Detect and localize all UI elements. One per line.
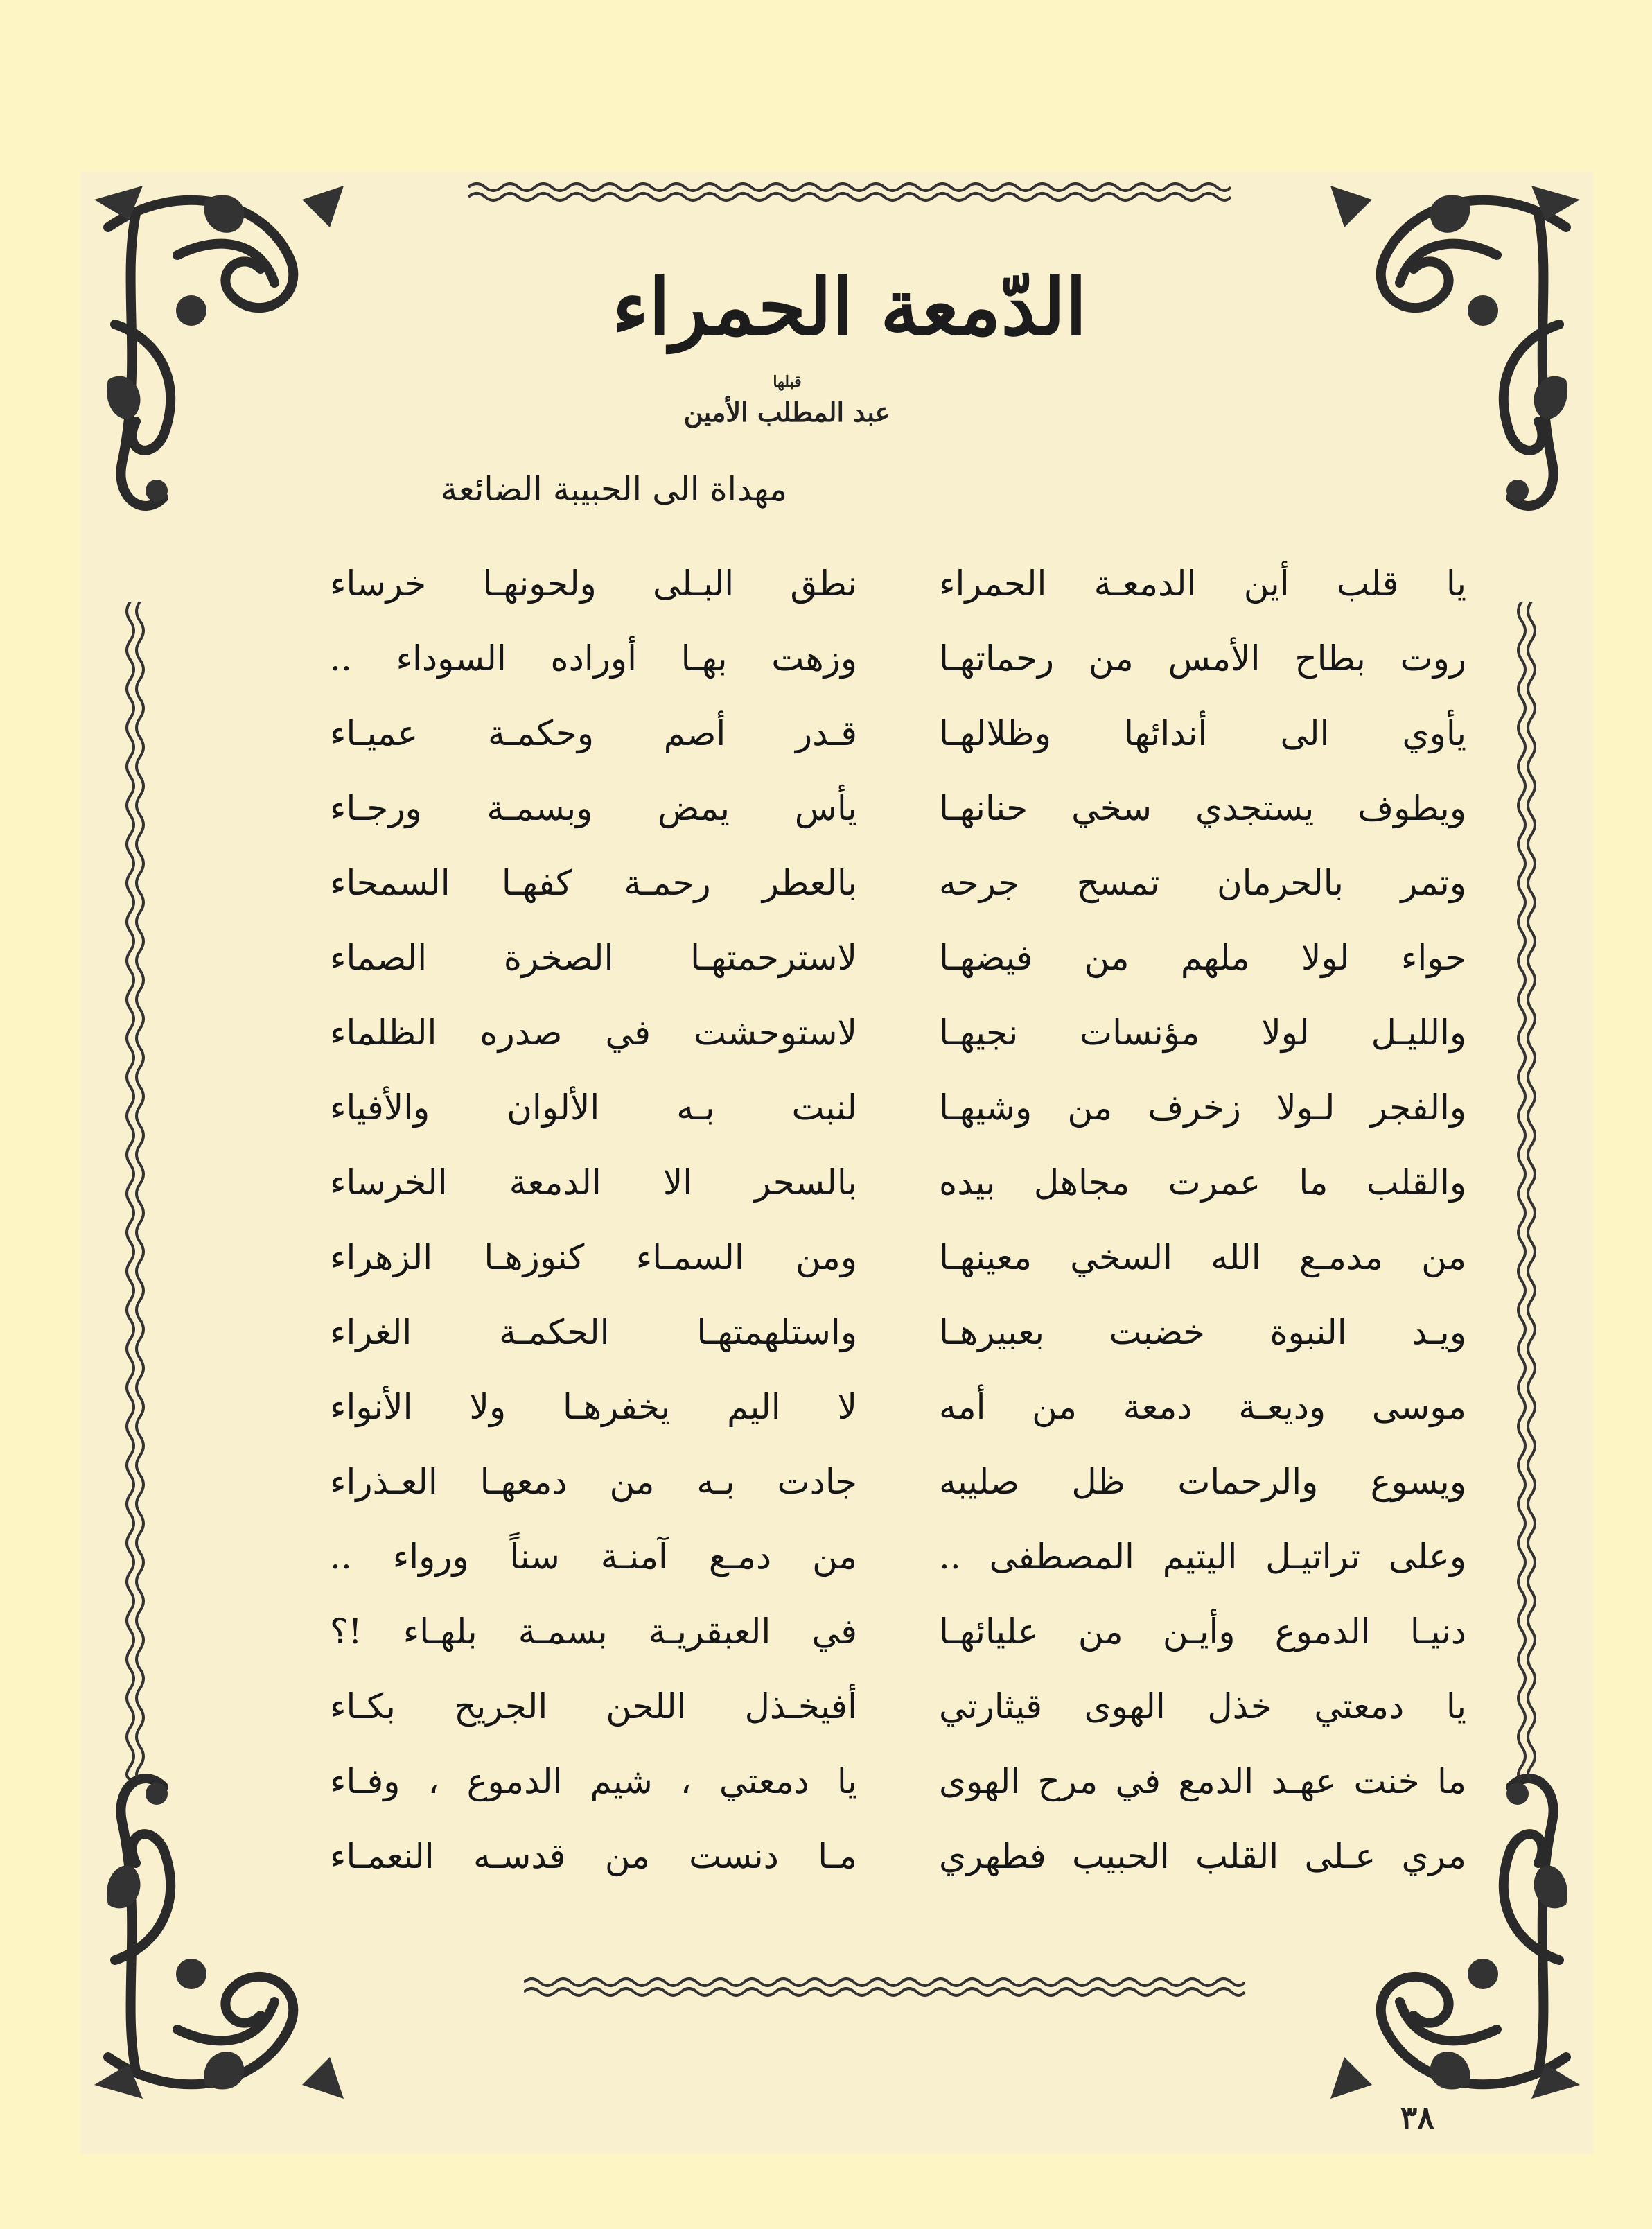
verse-first-hemistich: ما خنت عهـد الدمع في مرح الهوى bbox=[939, 1761, 1466, 1801]
verse-line bbox=[316, 1594, 1480, 1669]
verse-second-hemistich: يأس يمض وبسمـة ورجـاء bbox=[330, 788, 857, 828]
verse-line bbox=[316, 1819, 1480, 1894]
verse-first-hemistich: موسى وديعـة دمعة من أمه bbox=[939, 1387, 1466, 1427]
verse-first-hemistich: والفجر لـولا زخرف من وشيهـا bbox=[939, 1087, 1466, 1128]
byline-prefix: قبلها bbox=[773, 373, 802, 391]
verse-second-hemistich: أفيخـذل اللحن الجريح بكـاء bbox=[330, 1686, 857, 1727]
verse-first-hemistich: يا قلب أين الدمعـة الحمراء bbox=[939, 563, 1466, 604]
verse-line bbox=[316, 546, 1480, 621]
verse-line bbox=[316, 1370, 1480, 1444]
verse-first-hemistich: وتمر بالحرمان تمسح جرحه bbox=[939, 863, 1466, 903]
verse-second-hemistich: ومن السمـاء كنوزهـا الزهراء bbox=[330, 1237, 857, 1277]
verse-first-hemistich: يأوي الى أندائها وظلالهـا bbox=[939, 713, 1466, 753]
verse-first-hemistich: ويطوف يستجدي سخي حنانهـا bbox=[939, 788, 1466, 828]
verse-line bbox=[316, 1070, 1480, 1145]
verse-first-hemistich: والليـل لولا مؤنسات نجيهـا bbox=[939, 1013, 1466, 1053]
byline bbox=[683, 373, 891, 428]
verse-second-hemistich: من دمـع آمنـة سناً ورواء .. bbox=[330, 1537, 857, 1577]
verse-line bbox=[316, 995, 1480, 1070]
author-name: عبد المطلب الأمين bbox=[683, 396, 891, 428]
verse-line bbox=[316, 920, 1480, 995]
border-wave-left bbox=[122, 602, 147, 1780]
verse-second-hemistich: في العبقريـة بسمـة بلهـاء !؟ bbox=[330, 1611, 857, 1652]
verse-first-hemistich: دنيـا الدموع وأيـن من عليائهـا bbox=[939, 1611, 1466, 1652]
verse-line bbox=[316, 846, 1480, 920]
verse-first-hemistich: يا دمعتي خذل الهوى قيثارتي bbox=[939, 1686, 1466, 1727]
verse-line bbox=[316, 1220, 1480, 1295]
verse-first-hemistich: ويـد النبوة خضبت بعبيرهـا bbox=[939, 1312, 1466, 1352]
verse-line bbox=[316, 1519, 1480, 1594]
verse-line bbox=[316, 1744, 1480, 1819]
verse-first-hemistich: حواء لولا ملهم من فيضهـا bbox=[939, 938, 1466, 978]
verse-second-hemistich: واستلهمتهـا الحكمـة الغراء bbox=[330, 1312, 857, 1352]
verse-first-hemistich: مري عـلى القلب الحبيب فطهري bbox=[939, 1836, 1466, 1876]
verse-second-hemistich: قـدر أصم وحكمـة عميـاء bbox=[330, 713, 857, 753]
page-paper bbox=[80, 172, 1594, 2154]
verse-second-hemistich: بالعطر رحمـة كفهـا السمحاء bbox=[330, 863, 857, 903]
verse-first-hemistich: روت بطاح الأمس من رحماتهـا bbox=[939, 638, 1466, 679]
poem-body bbox=[316, 546, 1480, 1894]
verse-second-hemistich: يا دمعتي ، شيم الدموع ، وفـاء bbox=[330, 1761, 857, 1801]
verse-line bbox=[316, 1669, 1480, 1744]
border-wave-bottom bbox=[524, 1974, 1245, 1999]
verse-second-hemistich: لا اليم يخفرهـا ولا الأنواء bbox=[330, 1387, 857, 1427]
verse-line bbox=[316, 621, 1480, 696]
dedication: مهداة الى الحبيبة الضائعة bbox=[441, 470, 787, 509]
ornament-corner-top-right bbox=[1233, 172, 1594, 532]
verse-line bbox=[316, 771, 1480, 846]
verse-second-hemistich: مـا دنست من قدسـه النعمـاء bbox=[330, 1836, 857, 1876]
verse-second-hemistich: لنبت بـه الألوان والأفياء bbox=[330, 1087, 857, 1128]
verse-second-hemistich: جادت بـه من دمعهـا العـذراء bbox=[330, 1462, 857, 1502]
poem-title: الدّمعة الحمراء bbox=[612, 262, 1087, 353]
verse-second-hemistich: وزهت بهـا أوراده السوداء .. bbox=[330, 638, 857, 679]
border-wave-top bbox=[468, 179, 1231, 204]
verse-line bbox=[316, 1444, 1480, 1519]
verse-second-hemistich: بالسحر الا الدمعة الخرساء bbox=[330, 1162, 857, 1203]
verse-second-hemistich: لاسترحمتهـا الصخرة الصماء bbox=[330, 938, 857, 978]
verse-first-hemistich: وعلى تراتيـل اليتيم المصطفى .. bbox=[939, 1537, 1466, 1577]
verse-second-hemistich: نطق البـلى ولحونهـا خرساء bbox=[330, 563, 857, 604]
page-number: ٣٨ bbox=[1400, 2099, 1434, 2136]
verse-second-hemistich: لاستوحشت في صدره الظلماء bbox=[330, 1013, 857, 1053]
verse-first-hemistich: من مدمـع الله السخي معينهـا bbox=[939, 1237, 1466, 1277]
verse-first-hemistich: ويسوع والرحمات ظل صليبه bbox=[939, 1462, 1466, 1502]
border-wave-right bbox=[1513, 602, 1538, 1780]
verse-line bbox=[316, 696, 1480, 771]
verse-first-hemistich: والقلب ما عمرت مجاهل بيده bbox=[939, 1162, 1466, 1203]
verse-line bbox=[316, 1295, 1480, 1370]
verse-line bbox=[316, 1145, 1480, 1220]
